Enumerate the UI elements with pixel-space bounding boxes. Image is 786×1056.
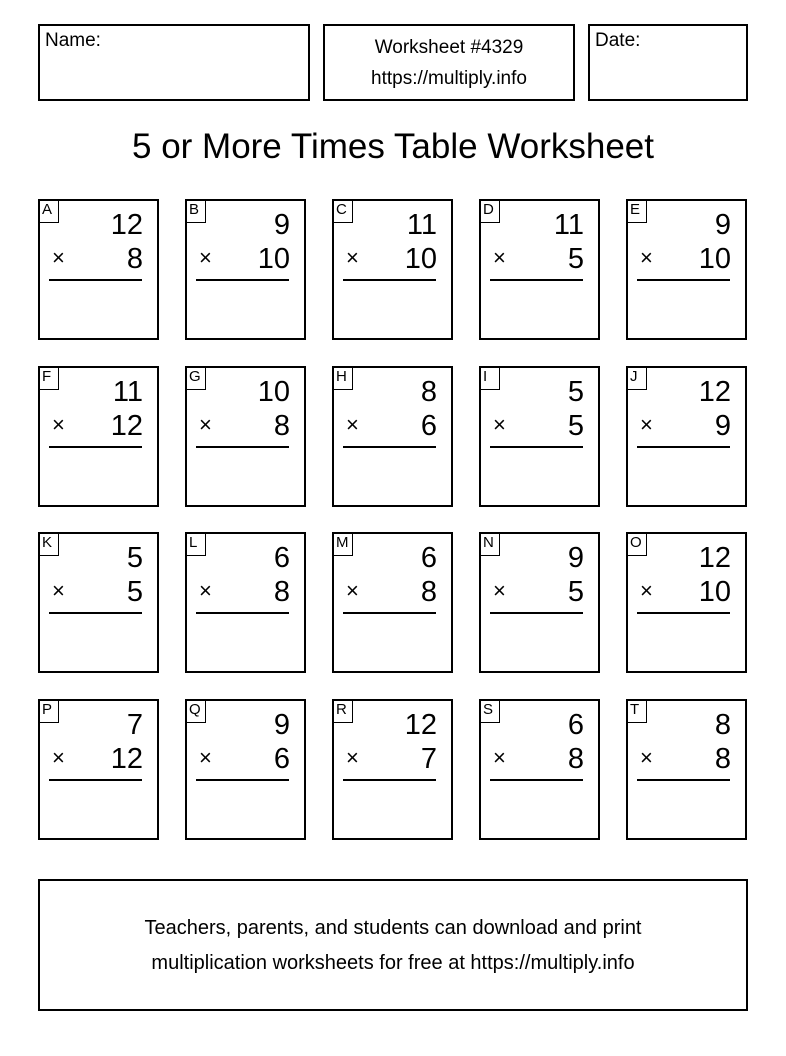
problem-top-number: 9 — [273, 709, 290, 741]
times-sign: × — [346, 578, 359, 603]
problem-card[interactable] — [626, 532, 747, 673]
problem-top-number: 9 — [714, 209, 731, 241]
times-sign: × — [640, 245, 653, 270]
problem-bottom-number: 9 — [714, 410, 731, 442]
answer-line — [490, 779, 583, 781]
problem-card[interactable] — [185, 366, 306, 507]
footer-text-line-2: multiplication worksheets for free at https://multiply.info — [151, 952, 635, 974]
problem-top-number: 11 — [406, 209, 437, 241]
problem-top-number: 12 — [110, 209, 143, 241]
problem-letter: I — [479, 366, 500, 390]
problem-top-number: 11 — [112, 376, 143, 408]
problem-card[interactable] — [626, 699, 747, 840]
problem-bottom-number: 6 — [420, 410, 437, 442]
problem-bottom-number: 5 — [126, 576, 143, 608]
problem-card[interactable] — [479, 532, 600, 673]
problem-bottom-number: 8 — [126, 243, 143, 275]
problem-top-number: 8 — [420, 376, 437, 408]
problem-top-number: 5 — [126, 542, 143, 574]
times-sign: × — [346, 245, 359, 270]
name-label: Name: — [45, 30, 101, 51]
problem-letter: B — [185, 199, 206, 223]
worksheet-url: https://multiply.info — [371, 68, 527, 89]
footer-text-line-1: Teachers, parents, and students can download and print — [144, 917, 642, 939]
problem-bottom-number: 10 — [257, 243, 290, 275]
date-label: Date: — [595, 30, 641, 51]
answer-line — [196, 446, 289, 448]
problem-letter: A — [38, 199, 59, 223]
answer-line — [196, 279, 289, 281]
problem-bottom-number: 10 — [404, 243, 437, 275]
problem-letter: E — [626, 199, 647, 223]
problem-bottom-number: 5 — [567, 243, 584, 275]
problem-bottom-number: 8 — [420, 576, 437, 608]
date-field[interactable] — [588, 24, 748, 101]
problem-bottom-number: 12 — [110, 743, 143, 775]
answer-line — [49, 779, 142, 781]
problem-card[interactable] — [38, 366, 159, 507]
problem-top-number: 11 — [553, 209, 584, 241]
answer-line — [490, 279, 583, 281]
problem-bottom-number: 5 — [567, 410, 584, 442]
problem-bottom-number: 10 — [698, 243, 731, 275]
times-sign: × — [640, 745, 653, 770]
problem-card[interactable] — [38, 199, 159, 340]
problem-card[interactable] — [626, 366, 747, 507]
problem-letter: T — [626, 699, 647, 723]
times-sign: × — [346, 412, 359, 437]
problem-letter: N — [479, 532, 500, 556]
answer-line — [490, 446, 583, 448]
problem-card[interactable] — [185, 199, 306, 340]
times-sign: × — [199, 245, 212, 270]
problem-top-number: 6 — [420, 542, 437, 574]
problem-bottom-number: 8 — [567, 743, 584, 775]
problem-letter: D — [479, 199, 500, 223]
problem-top-number: 9 — [567, 542, 584, 574]
problem-bottom-number: 8 — [273, 576, 290, 608]
problem-letter: H — [332, 366, 353, 390]
worksheet-info-box — [323, 24, 575, 101]
times-sign: × — [199, 578, 212, 603]
problem-letter: K — [38, 532, 59, 556]
problem-card[interactable] — [332, 366, 453, 507]
times-sign: × — [493, 245, 506, 270]
problem-bottom-number: 7 — [420, 743, 437, 775]
problem-card[interactable] — [332, 532, 453, 673]
problem-bottom-number: 8 — [273, 410, 290, 442]
answer-line — [637, 779, 730, 781]
times-sign: × — [52, 412, 65, 437]
footer-box — [38, 879, 748, 1011]
worksheet-number: Worksheet #4329 — [374, 37, 524, 58]
times-sign: × — [640, 578, 653, 603]
problem-card[interactable] — [332, 699, 453, 840]
problem-card[interactable] — [479, 366, 600, 507]
problem-letter: R — [332, 699, 353, 723]
times-sign: × — [199, 412, 212, 437]
times-sign: × — [52, 745, 65, 770]
problem-card[interactable] — [626, 199, 747, 340]
times-sign: × — [52, 245, 65, 270]
problem-letter: C — [332, 199, 353, 223]
times-sign: × — [52, 578, 65, 603]
problem-top-number: 10 — [257, 376, 290, 408]
problem-top-number: 9 — [273, 209, 290, 241]
problem-top-number: 6 — [273, 542, 290, 574]
answer-line — [49, 279, 142, 281]
problem-letter: M — [332, 532, 353, 556]
times-sign: × — [640, 412, 653, 437]
answer-line — [343, 779, 436, 781]
problem-card[interactable] — [38, 532, 159, 673]
times-sign: × — [493, 412, 506, 437]
answer-line — [343, 612, 436, 614]
answer-line — [343, 446, 436, 448]
answer-line — [637, 446, 730, 448]
problem-card[interactable] — [185, 532, 306, 673]
answer-line — [49, 612, 142, 614]
problem-top-number: 7 — [126, 709, 143, 741]
problem-top-number: 5 — [567, 376, 584, 408]
problem-bottom-number: 5 — [567, 576, 584, 608]
problem-card[interactable] — [38, 699, 159, 840]
problem-top-number: 6 — [567, 709, 584, 741]
answer-line — [49, 446, 142, 448]
problem-card[interactable] — [479, 699, 600, 840]
problem-top-number: 8 — [714, 709, 731, 741]
problem-letter: F — [38, 366, 59, 390]
answer-line — [490, 612, 583, 614]
problem-letter: L — [185, 532, 206, 556]
answer-line — [196, 612, 289, 614]
problem-bottom-number: 12 — [110, 410, 143, 442]
problem-letter: P — [38, 699, 59, 723]
problem-card[interactable] — [332, 199, 453, 340]
problem-letter: S — [479, 699, 500, 723]
answer-line — [637, 612, 730, 614]
problem-bottom-number: 10 — [698, 576, 731, 608]
problem-letter: O — [626, 532, 647, 556]
problem-top-number: 12 — [404, 709, 437, 741]
answer-line — [343, 279, 436, 281]
problem-bottom-number: 6 — [273, 743, 290, 775]
answer-line — [637, 279, 730, 281]
problem-top-number: 12 — [698, 376, 731, 408]
times-sign: × — [493, 745, 506, 770]
problem-letter: G — [185, 366, 206, 390]
name-field[interactable] — [38, 24, 310, 101]
problem-letter: J — [626, 366, 647, 390]
times-sign: × — [199, 745, 212, 770]
problem-letter: Q — [185, 699, 206, 723]
problem-bottom-number: 8 — [714, 743, 731, 775]
problem-card[interactable] — [185, 699, 306, 840]
problem-top-number: 12 — [698, 542, 731, 574]
times-sign: × — [346, 745, 359, 770]
times-sign: × — [493, 578, 506, 603]
problem-card[interactable] — [479, 199, 600, 340]
answer-line — [196, 779, 289, 781]
page-title: 5 or More Times Table Worksheet — [132, 127, 654, 166]
